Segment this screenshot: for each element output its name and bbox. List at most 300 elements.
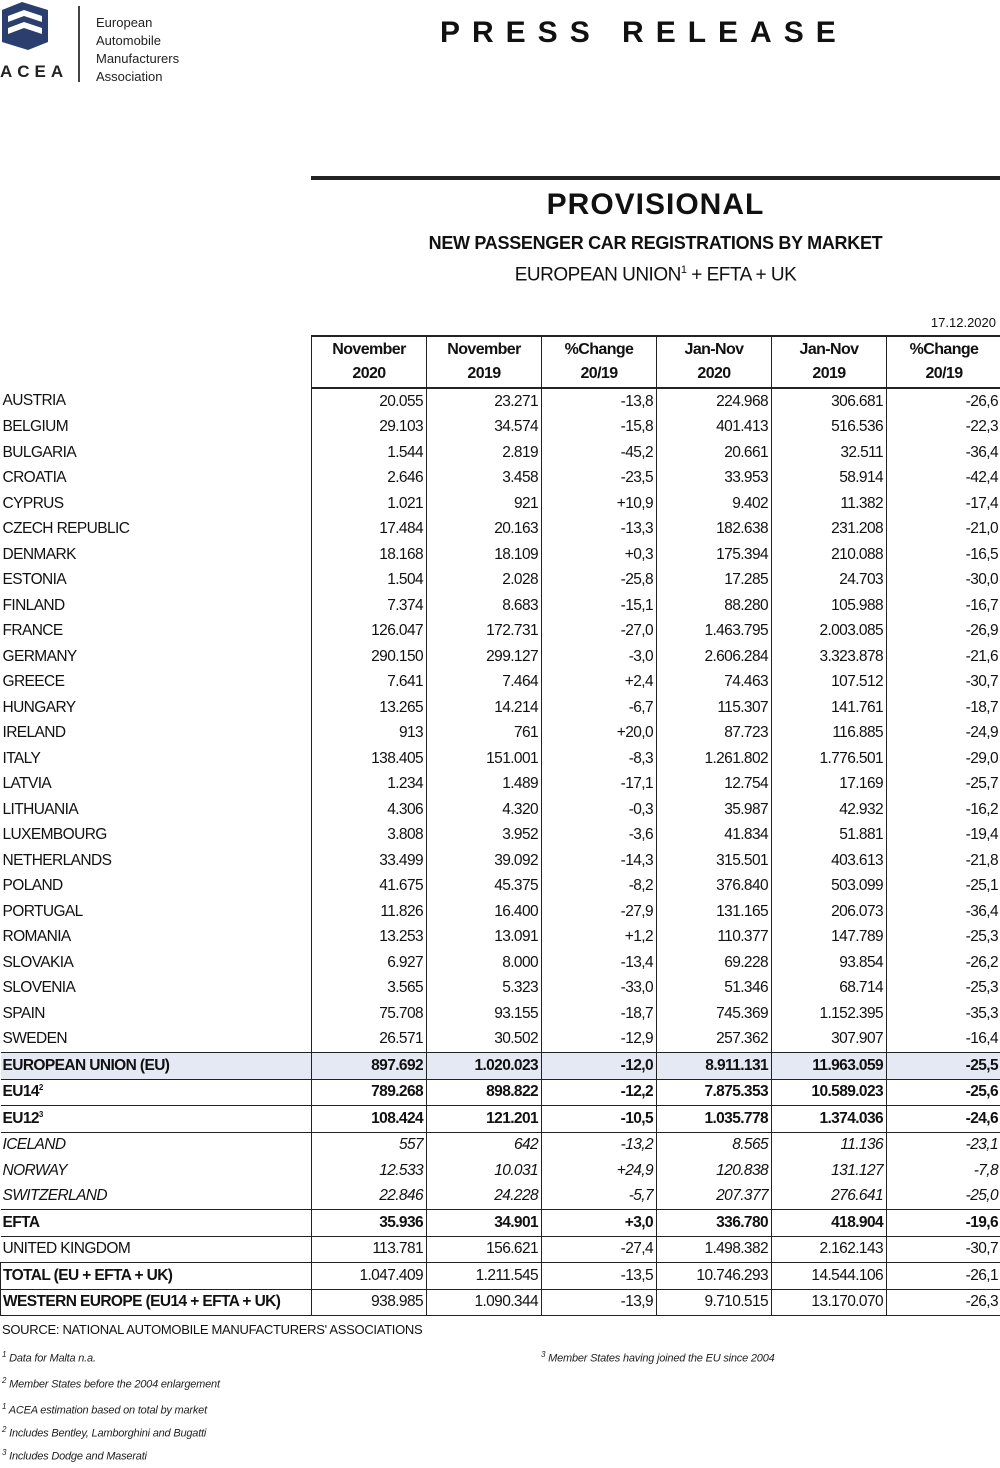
- table-row: [1, 721, 1000, 747]
- value-cell: 68.714: [772, 976, 887, 1002]
- value-cell: 24.703: [772, 568, 887, 594]
- value-cell: 789.268: [312, 1079, 427, 1106]
- table-row: [1, 388, 1000, 415]
- footnote-marker: 3: [541, 1350, 546, 1359]
- table-row: [1, 593, 1000, 619]
- value-cell: 12.754: [657, 772, 772, 798]
- market-name-cell: [1, 1079, 312, 1106]
- value-cell: 2.003.085: [772, 619, 887, 645]
- value-cell: -16,5: [887, 542, 1000, 568]
- market-name: HUNGARY: [2, 698, 76, 716]
- market-name-cell: [1, 440, 312, 466]
- market-name: SWEDEN: [2, 1030, 67, 1048]
- market-name-cell: [1, 517, 312, 543]
- footnote: [2, 1350, 96, 1365]
- market-name: SLOVAKIA: [2, 953, 74, 971]
- market-name-cell: [1, 721, 312, 747]
- value-cell: +3,0: [542, 1210, 657, 1237]
- value-cell: 131.127: [772, 1158, 887, 1184]
- header-line: %Change: [564, 341, 634, 358]
- value-cell: 147.789: [772, 925, 887, 951]
- value-cell: -13,8: [542, 388, 657, 415]
- market-name: IRELAND: [2, 724, 66, 742]
- value-cell: -5,7: [542, 1184, 657, 1210]
- market-name: EU14: [2, 1083, 39, 1101]
- table-row: [1, 619, 1000, 645]
- value-cell: 175.394: [657, 542, 772, 568]
- table-row: [1, 517, 1000, 543]
- header-line: 2019: [812, 365, 846, 382]
- market-name-cell: [1, 644, 312, 670]
- value-cell: 16.400: [427, 899, 542, 925]
- market-name-cell: [1, 848, 312, 874]
- footnote-text: ACEA estimation based on total by market: [8, 1404, 207, 1417]
- value-cell: -23,5: [542, 466, 657, 492]
- region-subtitle: [311, 264, 1000, 286]
- market-name-cell: [1, 772, 312, 798]
- registrations-table: [0, 335, 1000, 1316]
- value-cell: 224.968: [657, 388, 772, 415]
- value-cell: 110.377: [657, 925, 772, 951]
- value-cell: 7.641: [312, 670, 427, 696]
- market-name-cell: [1, 491, 312, 517]
- market-name-cell: [1, 823, 312, 849]
- table-row: [1, 823, 1000, 849]
- value-cell: 26.571: [312, 1027, 427, 1053]
- value-cell: -30,7: [887, 1236, 1000, 1263]
- value-cell: 2.606.284: [657, 644, 772, 670]
- value-cell: -13,5: [542, 1263, 657, 1290]
- value-cell: 17.285: [657, 568, 772, 594]
- value-cell: 938.985: [312, 1289, 427, 1316]
- value-cell: 1.020.023: [427, 1053, 542, 1080]
- value-cell: 14.214: [427, 695, 542, 721]
- value-cell: 30.502: [427, 1027, 542, 1053]
- value-cell: 41.834: [657, 823, 772, 849]
- value-cell: 921: [427, 491, 542, 517]
- value-cell: 9.402: [657, 491, 772, 517]
- value-cell: 1.374.036: [772, 1106, 887, 1133]
- table-row: [1, 746, 1000, 772]
- org-name-line: Manufacturers: [96, 51, 180, 66]
- value-cell: 642: [427, 1132, 542, 1158]
- market-name-cell: [1, 619, 312, 645]
- value-cell: 24.228: [427, 1184, 542, 1210]
- value-cell: +10,9: [542, 491, 657, 517]
- value-cell: -23,1: [887, 1132, 1000, 1158]
- value-cell: -27,4: [542, 1236, 657, 1263]
- value-cell: 1.090.344: [427, 1289, 542, 1316]
- value-cell: 45.375: [427, 874, 542, 900]
- value-cell: -19,4: [887, 823, 1000, 849]
- value-cell: 11.382: [772, 491, 887, 517]
- value-cell: 141.761: [772, 695, 887, 721]
- market-name-cell: [1, 1027, 312, 1053]
- value-cell: 10.746.293: [657, 1263, 772, 1290]
- value-cell: -8,2: [542, 874, 657, 900]
- value-cell: -30,7: [887, 670, 1000, 696]
- value-cell: 34.574: [427, 415, 542, 441]
- market-name: GERMANY: [2, 647, 77, 665]
- value-cell: -12,9: [542, 1027, 657, 1053]
- value-cell: 4.320: [427, 797, 542, 823]
- acea-logo-icon: [0, 2, 50, 50]
- value-cell: 1.261.802: [657, 746, 772, 772]
- value-cell: 3.323.878: [772, 644, 887, 670]
- value-cell: 761: [427, 721, 542, 747]
- value-cell: +1,2: [542, 925, 657, 951]
- table-row: [1, 772, 1000, 798]
- value-cell: -25,6: [887, 1079, 1000, 1106]
- value-cell: 913: [312, 721, 427, 747]
- value-cell: -35,3: [887, 1001, 1000, 1027]
- header-line: %Change: [909, 341, 979, 358]
- table-row: [1, 1053, 1000, 1080]
- value-cell: 3.458: [427, 466, 542, 492]
- market-name: SPAIN: [2, 1004, 45, 1022]
- header-line: 20/19: [580, 365, 618, 382]
- value-cell: 12.533: [312, 1158, 427, 1184]
- value-cell: -10,5: [542, 1106, 657, 1133]
- header-line: 2019: [467, 365, 501, 382]
- value-cell: 897.692: [312, 1053, 427, 1080]
- source-note: SOURCE: NATIONAL AUTOMOBILE MANUFACTURERS' ASSOCIATIONS: [2, 1322, 423, 1337]
- title-rule: [311, 176, 1000, 180]
- value-cell: -36,4: [887, 899, 1000, 925]
- value-cell: -8,3: [542, 746, 657, 772]
- table-row: [1, 848, 1000, 874]
- column-header: [427, 336, 542, 388]
- table-row: [1, 695, 1000, 721]
- value-cell: 69.228: [657, 950, 772, 976]
- table-row: [1, 1132, 1000, 1158]
- table-row: [1, 491, 1000, 517]
- market-name: LATVIA: [2, 775, 52, 793]
- value-cell: 336.780: [657, 1210, 772, 1237]
- value-cell: +24,9: [542, 1158, 657, 1184]
- value-cell: 401.413: [657, 415, 772, 441]
- value-cell: -26,6: [887, 388, 1000, 415]
- value-cell: 131.165: [657, 899, 772, 925]
- footnote-marker: 1: [2, 1350, 7, 1359]
- value-cell: -18,7: [542, 1001, 657, 1027]
- footnote-text: Includes Dodge and Maserati: [9, 1450, 147, 1463]
- table-row: [1, 670, 1000, 696]
- value-cell: 3.808: [312, 823, 427, 849]
- table-row: [1, 899, 1000, 925]
- value-cell: -3,0: [542, 644, 657, 670]
- market-name-cell: [1, 593, 312, 619]
- table-row: [1, 1001, 1000, 1027]
- market-name-cell: [1, 388, 312, 415]
- value-cell: 108.424: [312, 1106, 427, 1133]
- market-name: TOTAL (EU + EFTA + UK): [3, 1266, 173, 1284]
- value-cell: 1.544: [312, 440, 427, 466]
- footnote: [2, 1425, 206, 1440]
- column-header: [772, 336, 887, 388]
- value-cell: +0,3: [542, 542, 657, 568]
- value-cell: 151.001: [427, 746, 542, 772]
- table-row: [1, 542, 1000, 568]
- market-name: PORTUGAL: [2, 902, 83, 920]
- document-type: PRESS RELEASE: [440, 16, 848, 49]
- value-cell: -16,2: [887, 797, 1000, 823]
- market-name-cell: [1, 1263, 312, 1290]
- value-cell: 418.904: [772, 1210, 887, 1237]
- value-cell: -14,3: [542, 848, 657, 874]
- value-cell: -26,9: [887, 619, 1000, 645]
- market-name-cell: [1, 542, 312, 568]
- value-cell: 290.150: [312, 644, 427, 670]
- header-line: November: [447, 341, 521, 358]
- value-cell: 182.638: [657, 517, 772, 543]
- column-header: [887, 336, 1000, 388]
- value-cell: 156.621: [427, 1236, 542, 1263]
- value-cell: 35.987: [657, 797, 772, 823]
- market-name: SWITZERLAND: [2, 1187, 107, 1205]
- value-cell: -26,1: [887, 1263, 1000, 1290]
- value-cell: -25,0: [887, 1184, 1000, 1210]
- subtitle: NEW PASSENGER CAR REGISTRATIONS BY MARKET: [428, 233, 883, 253]
- market-name-cell: [1, 670, 312, 696]
- value-cell: 1.504: [312, 568, 427, 594]
- footnote-text: Data for Malta n.a.: [9, 1352, 96, 1365]
- region-eu-text: EUROPEAN UNION: [514, 264, 681, 286]
- footnote-text: Member States having joined the EU since 2004: [548, 1352, 775, 1365]
- value-cell: 11.136: [772, 1132, 887, 1158]
- value-cell: 88.280: [657, 593, 772, 619]
- table-row: [1, 1184, 1000, 1210]
- value-cell: 58.914: [772, 466, 887, 492]
- value-cell: 172.731: [427, 619, 542, 645]
- value-cell: 10.031: [427, 1158, 542, 1184]
- value-cell: 13.265: [312, 695, 427, 721]
- org-name-line: Association: [96, 69, 163, 84]
- main-title: PROVISIONAL: [546, 188, 765, 221]
- market-name: WESTERN EUROPE (EU14 + EFTA + UK): [3, 1293, 281, 1311]
- value-cell: +20,0: [542, 721, 657, 747]
- value-cell: -13,3: [542, 517, 657, 543]
- table-row: [1, 950, 1000, 976]
- value-cell: 116.885: [772, 721, 887, 747]
- table-row: [1, 1079, 1000, 1106]
- footnote-marker: 1: [2, 1402, 7, 1411]
- value-cell: 1.489: [427, 772, 542, 798]
- value-cell: -15,1: [542, 593, 657, 619]
- market-name-cell: [1, 466, 312, 492]
- value-cell: 503.099: [772, 874, 887, 900]
- value-cell: 75.708: [312, 1001, 427, 1027]
- header-line: Jan-Nov: [684, 341, 744, 358]
- value-cell: 113.781: [312, 1236, 427, 1263]
- region-efta-uk-text: + EFTA + UK: [686, 264, 797, 286]
- market-name: DENMARK: [2, 545, 76, 563]
- value-cell: -22,3: [887, 415, 1000, 441]
- value-cell: 11.963.059: [772, 1053, 887, 1080]
- value-cell: 206.073: [772, 899, 887, 925]
- header-line: November: [332, 341, 406, 358]
- value-cell: 376.840: [657, 874, 772, 900]
- release-date: 17.12.2020: [930, 315, 996, 330]
- value-cell: 898.822: [427, 1079, 542, 1106]
- footnote: [2, 1448, 147, 1463]
- value-cell: 1.152.395: [772, 1001, 887, 1027]
- market-name: POLAND: [2, 877, 63, 895]
- value-cell: -33,0: [542, 976, 657, 1002]
- value-cell: -42,4: [887, 466, 1000, 492]
- value-cell: 18.168: [312, 542, 427, 568]
- value-cell: -27,0: [542, 619, 657, 645]
- value-cell: 13.253: [312, 925, 427, 951]
- value-cell: -0,3: [542, 797, 657, 823]
- market-name: EU12: [2, 1109, 39, 1127]
- value-cell: 87.723: [657, 721, 772, 747]
- value-cell: 1.211.545: [427, 1263, 542, 1290]
- market-name-cell: [1, 1158, 312, 1184]
- market-name-cell: [1, 1053, 312, 1080]
- table-row: [1, 568, 1000, 594]
- value-cell: 35.936: [312, 1210, 427, 1237]
- value-cell: 3.565: [312, 976, 427, 1002]
- value-cell: -21,6: [887, 644, 1000, 670]
- footnote: [2, 1376, 220, 1391]
- value-cell: 39.092: [427, 848, 542, 874]
- value-cell: 18.109: [427, 542, 542, 568]
- value-cell: -25,1: [887, 874, 1000, 900]
- footnote-marker: 2: [2, 1376, 7, 1385]
- value-cell: -12,0: [542, 1053, 657, 1080]
- market-name-cell: [1, 976, 312, 1002]
- value-cell: -17,1: [542, 772, 657, 798]
- value-cell: 93.155: [427, 1001, 542, 1027]
- market-name: SLOVENIA: [2, 979, 76, 997]
- market-name: EUROPEAN UNION (EU): [2, 1056, 170, 1074]
- table-row: [1, 1263, 1000, 1290]
- footnote-marker: 2: [2, 1425, 7, 1434]
- market-name: ESTONIA: [2, 571, 67, 589]
- value-cell: 745.369: [657, 1001, 772, 1027]
- value-cell: 1.035.778: [657, 1106, 772, 1133]
- value-cell: 231.208: [772, 517, 887, 543]
- footnote-marker: 3: [2, 1448, 7, 1457]
- market-name-cell: [1, 874, 312, 900]
- value-cell: -3,6: [542, 823, 657, 849]
- org-name-line: Automobile: [96, 33, 162, 48]
- value-cell: -13,2: [542, 1132, 657, 1158]
- value-cell: 315.501: [657, 848, 772, 874]
- market-name-cell: [1, 1236, 312, 1263]
- value-cell: 42.932: [772, 797, 887, 823]
- table-row: [1, 644, 1000, 670]
- value-cell: 2.162.143: [772, 1236, 887, 1263]
- column-header: [312, 336, 427, 388]
- market-name: LITHUANIA: [2, 800, 79, 818]
- logo-abbreviation: ACEA: [0, 62, 69, 81]
- footnote-marker: 1: [680, 264, 687, 276]
- market-name: NETHERLANDS: [2, 851, 112, 869]
- value-cell: 7.875.353: [657, 1079, 772, 1106]
- market-name: GREECE: [2, 673, 65, 691]
- market-name: FINLAND: [2, 596, 65, 614]
- value-cell: 8.565: [657, 1132, 772, 1158]
- market-name-cell: [1, 695, 312, 721]
- value-cell: 2.646: [312, 466, 427, 492]
- value-cell: 516.536: [772, 415, 887, 441]
- market-name-cell: [1, 1132, 312, 1158]
- organization-name: [96, 14, 216, 86]
- value-cell: 210.088: [772, 542, 887, 568]
- value-cell: -19,6: [887, 1210, 1000, 1237]
- value-cell: 33.953: [657, 466, 772, 492]
- value-cell: 17.169: [772, 772, 887, 798]
- value-cell: -25,3: [887, 976, 1000, 1002]
- market-name: ITALY: [2, 749, 41, 767]
- value-cell: 1.234: [312, 772, 427, 798]
- value-cell: 1.498.382: [657, 1236, 772, 1263]
- market-name: BULGARIA: [2, 443, 77, 461]
- market-name-cell: [1, 1184, 312, 1210]
- table-row: [1, 440, 1000, 466]
- value-cell: 2.028: [427, 568, 542, 594]
- value-cell: 5.323: [427, 976, 542, 1002]
- value-cell: 23.271: [427, 388, 542, 415]
- value-cell: 10.589.023: [772, 1079, 887, 1106]
- market-name-cell: [1, 415, 312, 441]
- value-cell: -16,4: [887, 1027, 1000, 1053]
- value-cell: -15,8: [542, 415, 657, 441]
- table-row: [1, 1158, 1000, 1184]
- value-cell: -24,6: [887, 1106, 1000, 1133]
- value-cell: 34.901: [427, 1210, 542, 1237]
- value-cell: -21,0: [887, 517, 1000, 543]
- value-cell: 20.661: [657, 440, 772, 466]
- value-cell: -25,3: [887, 925, 1000, 951]
- value-cell: 20.055: [312, 388, 427, 415]
- value-cell: -29,0: [887, 746, 1000, 772]
- value-cell: -26,3: [887, 1289, 1000, 1316]
- market-name: CROATIA: [2, 469, 67, 487]
- value-cell: 557: [312, 1132, 427, 1158]
- market-name: ICELAND: [2, 1136, 66, 1154]
- value-cell: 9.710.515: [657, 1289, 772, 1316]
- value-cell: 17.484: [312, 517, 427, 543]
- market-name-cell: [1, 1289, 312, 1316]
- table-row: [1, 1106, 1000, 1133]
- market-name: EFTA: [2, 1213, 40, 1231]
- header-line: Jan-Nov: [799, 341, 859, 358]
- market-name-cell: [1, 1106, 312, 1133]
- value-cell: -12,2: [542, 1079, 657, 1106]
- value-cell: 1.021: [312, 491, 427, 517]
- value-cell: 120.838: [657, 1158, 772, 1184]
- column-header: [542, 336, 657, 388]
- value-cell: -26,2: [887, 950, 1000, 976]
- value-cell: -25,5: [887, 1053, 1000, 1080]
- value-cell: +2,4: [542, 670, 657, 696]
- value-cell: -13,9: [542, 1289, 657, 1316]
- table-row: [1, 976, 1000, 1002]
- market-name-cell: [1, 568, 312, 594]
- market-name: AUSTRIA: [2, 392, 66, 410]
- value-cell: 299.127: [427, 644, 542, 670]
- footnote-marker: 2: [38, 1083, 43, 1093]
- value-cell: 74.463: [657, 670, 772, 696]
- value-cell: 121.201: [427, 1106, 542, 1133]
- value-cell: -7,8: [887, 1158, 1000, 1184]
- value-cell: 22.846: [312, 1184, 427, 1210]
- table-row: [1, 1027, 1000, 1053]
- value-cell: -6,7: [542, 695, 657, 721]
